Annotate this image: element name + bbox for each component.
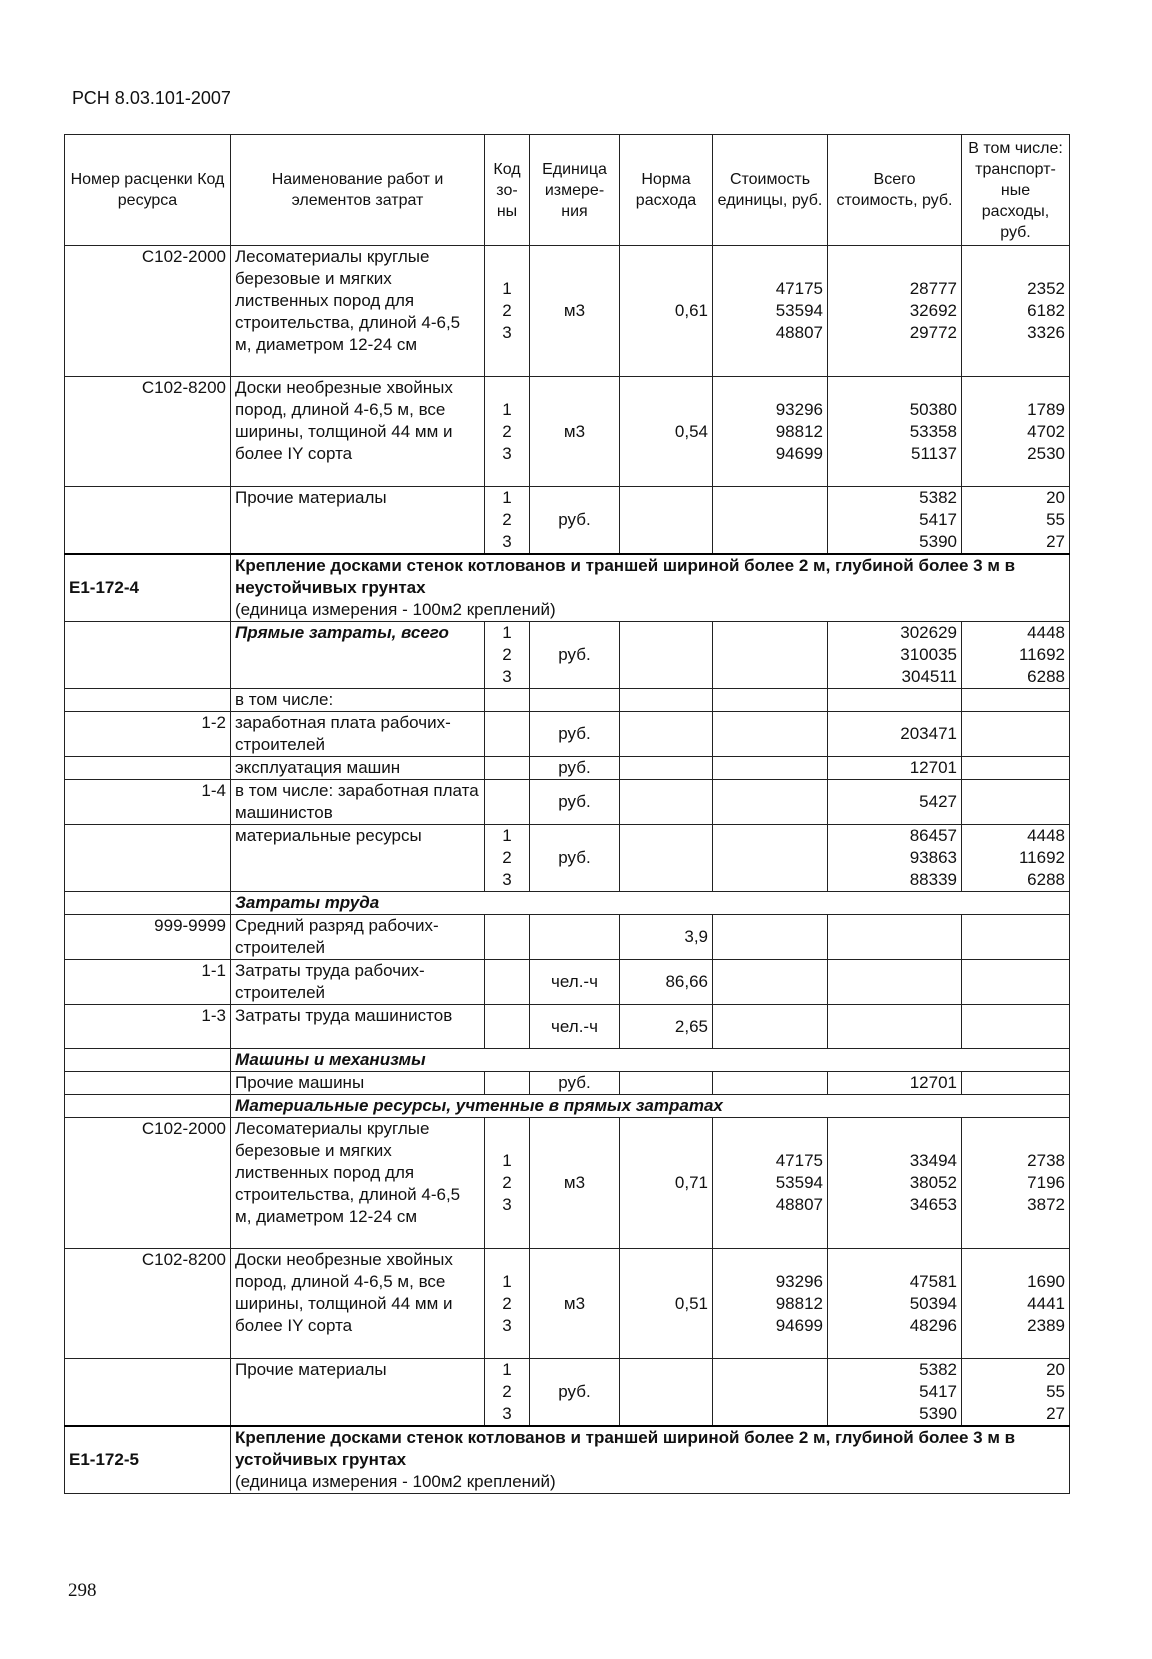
table-header-row bbox=[65, 135, 1070, 246]
total-cost: 47581 50394 48296 bbox=[828, 1249, 962, 1359]
table-row bbox=[65, 915, 1070, 960]
section-row bbox=[65, 554, 1070, 622]
section-unit: (единица измерения - 100м2 креплений) bbox=[235, 1472, 556, 1491]
total-cost: 302629 310035 304511 bbox=[828, 622, 962, 689]
section-unit: (единица измерения - 100м2 креплений) bbox=[235, 600, 556, 619]
total-cost: 12701 bbox=[828, 757, 962, 780]
zone-codes: 1 2 3 bbox=[485, 1118, 530, 1249]
table-row bbox=[65, 712, 1070, 757]
table-row bbox=[65, 1072, 1070, 1095]
resource-code bbox=[65, 487, 231, 555]
resource-name: Прочие машины bbox=[231, 1072, 485, 1095]
table-row bbox=[65, 1359, 1070, 1427]
resource-code bbox=[65, 689, 231, 712]
group-heading-row bbox=[65, 892, 1070, 915]
zone-codes: 1 2 3 bbox=[485, 1249, 530, 1359]
rates-table bbox=[64, 134, 1070, 1494]
norm: 3,9 bbox=[620, 915, 713, 960]
unit: м3 bbox=[530, 1249, 620, 1359]
table-row bbox=[65, 960, 1070, 1005]
unit: руб. bbox=[530, 712, 620, 757]
resource-name: Прочие материалы bbox=[231, 487, 485, 555]
table-row bbox=[65, 780, 1070, 825]
table-row bbox=[65, 825, 1070, 892]
header-work-name: Наименование работ и элементов затрат bbox=[231, 135, 485, 246]
unit: руб. bbox=[530, 1072, 620, 1095]
zone-codes: 1 2 3 bbox=[485, 377, 530, 487]
section-title: Крепление досками стенок котлованов и траншей шириной более 2 м, глубиной более 3 м в устойчивых грунтах bbox=[235, 1428, 1016, 1469]
resource-name: Затраты труда машинистов bbox=[231, 1005, 485, 1049]
resource-name: Доски необрезные хвойных пород, длиной 4-6,5 м, все ширины, толщиной 44 мм и более IY сорта bbox=[231, 377, 485, 487]
transport-cost: 1690 4441 2389 bbox=[962, 1249, 1070, 1359]
group-heading: Затраты труда bbox=[231, 892, 1070, 915]
page-header: РСН 8.03.101-2007 bbox=[72, 88, 231, 108]
unit-cost bbox=[713, 622, 828, 689]
unit-cost bbox=[713, 487, 828, 555]
norm bbox=[620, 487, 713, 555]
unit: м3 bbox=[530, 246, 620, 377]
zone-codes: 1 2 3 bbox=[485, 622, 530, 689]
header-rate-number: Номер расценки Код ресурса bbox=[65, 135, 231, 246]
resource-code: 999-9999 bbox=[65, 915, 231, 960]
section-title-cell bbox=[231, 1426, 1070, 1494]
unit: м3 bbox=[530, 377, 620, 487]
zone-codes: 1 2 3 bbox=[485, 246, 530, 377]
section-title: Крепление досками стенок котлованов и траншей шириной более 2 м, глубиной более 3 м в неустойчивых грунтах bbox=[235, 556, 1016, 597]
resource-name: эксплуатация машин bbox=[231, 757, 485, 780]
total-cost: 203471 bbox=[828, 712, 962, 757]
page-number: 298 bbox=[68, 1580, 97, 1601]
unit-cost: 47175 53594 48807 bbox=[713, 246, 828, 377]
transport-cost: 2352 6182 3326 bbox=[962, 246, 1070, 377]
unit: руб. bbox=[530, 780, 620, 825]
norm: 2,65 bbox=[620, 1005, 713, 1049]
resource-name: заработная плата рабочих-строителей bbox=[231, 712, 485, 757]
resource-code bbox=[65, 825, 231, 892]
unit: чел.-ч bbox=[530, 960, 620, 1005]
resource-name: Прочие материалы bbox=[231, 1359, 485, 1427]
zone-codes: 1 2 3 bbox=[485, 825, 530, 892]
transport-cost: 1789 4702 2530 bbox=[962, 377, 1070, 487]
total-cost: 5382 5417 5390 bbox=[828, 1359, 962, 1427]
section-code: Е1-172-4 bbox=[65, 554, 231, 622]
total-cost: 5382 5417 5390 bbox=[828, 487, 962, 555]
section-row bbox=[65, 1426, 1070, 1494]
unit: м3 bbox=[530, 1118, 620, 1249]
resource-code bbox=[65, 622, 231, 689]
unit: руб. bbox=[530, 622, 620, 689]
table-row bbox=[65, 377, 1070, 487]
header-norm: Норма расхода bbox=[620, 135, 713, 246]
norm: 0,71 bbox=[620, 1118, 713, 1249]
resource-code: С102-8200 bbox=[65, 1249, 231, 1359]
zone-codes: 1 2 3 bbox=[485, 1359, 530, 1427]
header-unit-cost: Стоимость единицы, руб. bbox=[713, 135, 828, 246]
header-zone-code: Код зо- ны bbox=[485, 135, 530, 246]
unit: руб. bbox=[530, 825, 620, 892]
table-row bbox=[65, 1118, 1070, 1249]
resource-code bbox=[65, 757, 231, 780]
header-transport-cost: В том числе: транспорт- ные расходы, руб. bbox=[962, 135, 1070, 246]
group-heading-row bbox=[65, 1095, 1070, 1118]
resource-code: С102-8200 bbox=[65, 377, 231, 487]
resource-code bbox=[65, 1359, 231, 1427]
table-row bbox=[65, 487, 1070, 555]
resource-code: 1-3 bbox=[65, 1005, 231, 1049]
transport-cost: 4448 11692 6288 bbox=[962, 622, 1070, 689]
unit-cost: 93296 98812 94699 bbox=[713, 1249, 828, 1359]
resource-code: С102-2000 bbox=[65, 246, 231, 377]
norm: 86,66 bbox=[620, 960, 713, 1005]
unit: руб. bbox=[530, 757, 620, 780]
total-cost: 28777 32692 29772 bbox=[828, 246, 962, 377]
transport-cost: 20 55 27 bbox=[962, 1359, 1070, 1427]
section-title-cell bbox=[231, 554, 1070, 622]
total-cost: 33494 38052 34653 bbox=[828, 1118, 962, 1249]
transport-cost: 20 55 27 bbox=[962, 487, 1070, 555]
resource-name: Лесоматериалы круглые березовые и мягких лиственных пород для строительства, длиной 4-6,5 м, диаметром 12-24 см bbox=[231, 246, 485, 377]
transport-cost: 4448 11692 6288 bbox=[962, 825, 1070, 892]
header-total-cost: Всего стоимость, руб. bbox=[828, 135, 962, 246]
norm bbox=[620, 622, 713, 689]
group-heading-row bbox=[65, 1049, 1070, 1072]
resource-code: 1-4 bbox=[65, 780, 231, 825]
resource-name: материальные ресурсы bbox=[231, 825, 485, 892]
resource-code: 1-1 bbox=[65, 960, 231, 1005]
norm: 0,61 bbox=[620, 246, 713, 377]
resource-code: 1-2 bbox=[65, 712, 231, 757]
total-cost: 50380 53358 51137 bbox=[828, 377, 962, 487]
total-cost: 86457 93863 88339 bbox=[828, 825, 962, 892]
unit: руб. bbox=[530, 1359, 620, 1427]
group-heading: Материальные ресурсы, учтенные в прямых затратах bbox=[231, 1095, 1070, 1118]
unit: руб. bbox=[530, 487, 620, 555]
table-row bbox=[65, 622, 1070, 689]
resource-name: в том числе: bbox=[231, 689, 485, 712]
table-row bbox=[65, 1005, 1070, 1049]
header-unit: Единица измере- ния bbox=[530, 135, 620, 246]
resource-name: Прямые затраты, всего bbox=[231, 622, 485, 689]
section-code: Е1-172-5 bbox=[65, 1426, 231, 1494]
norm: 0,54 bbox=[620, 377, 713, 487]
resource-name: в том числе: заработная плата машинистов bbox=[231, 780, 485, 825]
resource-name: Затраты труда рабочих-строителей bbox=[231, 960, 485, 1005]
total-cost: 12701 bbox=[828, 1072, 962, 1095]
table-row bbox=[65, 246, 1070, 377]
table-row bbox=[65, 757, 1070, 780]
unit-cost: 93296 98812 94699 bbox=[713, 377, 828, 487]
transport-cost: 2738 7196 3872 bbox=[962, 1118, 1070, 1249]
resource-name: Средний разряд рабочих-строителей bbox=[231, 915, 485, 960]
zone-codes: 1 2 3 bbox=[485, 487, 530, 555]
norm: 0,51 bbox=[620, 1249, 713, 1359]
group-heading: Машины и механизмы bbox=[231, 1049, 1070, 1072]
resource-code bbox=[65, 1072, 231, 1095]
unit: чел.-ч bbox=[530, 1005, 620, 1049]
table-row bbox=[65, 689, 1070, 712]
resource-name: Доски необрезные хвойных пород, длиной 4-6,5 м, все ширины, толщиной 44 мм и более IY сорта bbox=[231, 1249, 485, 1359]
resource-code: С102-2000 bbox=[65, 1118, 231, 1249]
resource-name: Лесоматериалы круглые березовые и мягких лиственных пород для строительства, длиной 4-6,5 м, диаметром 12-24 см bbox=[231, 1118, 485, 1249]
table-row bbox=[65, 1249, 1070, 1359]
total-cost: 5427 bbox=[828, 780, 962, 825]
unit-cost: 47175 53594 48807 bbox=[713, 1118, 828, 1249]
